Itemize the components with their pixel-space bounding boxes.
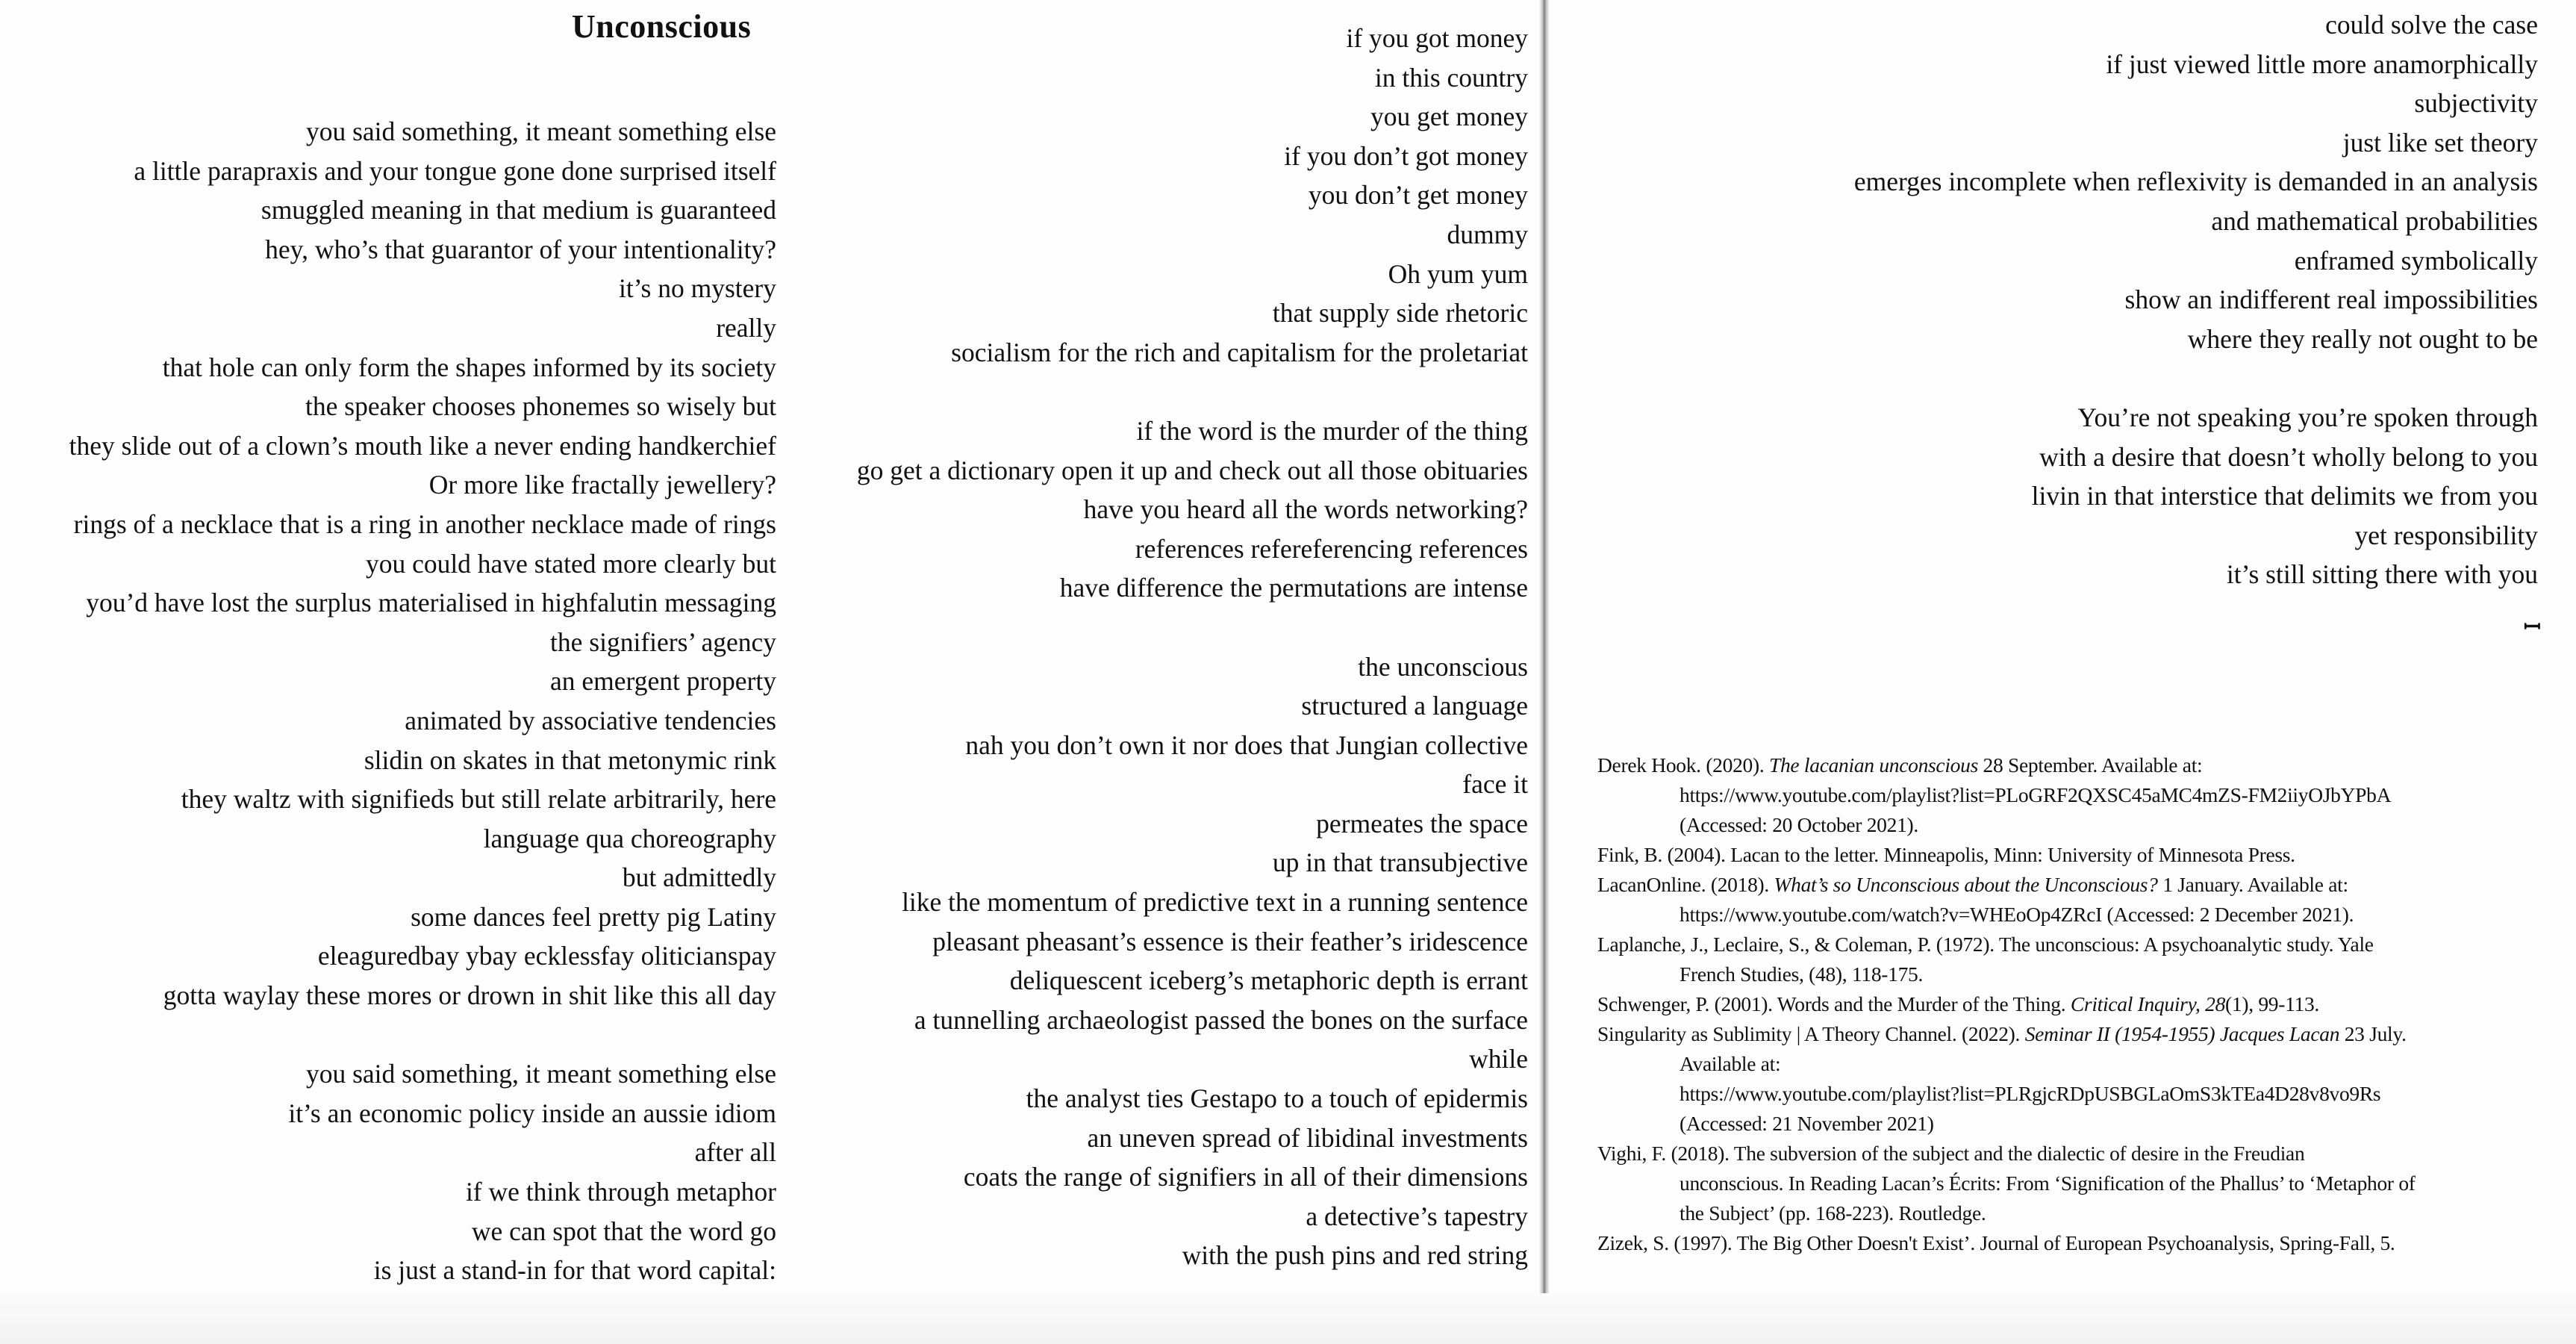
end-mark: ꟷ — [2524, 616, 2541, 639]
poem-line: the speaker chooses phonemes so wisely but — [305, 391, 776, 422]
poem-line: really — [716, 312, 776, 343]
reference-text — [1764, 753, 1769, 777]
poem-line: pleasant pheasant’s essence is their feather’s iridescence — [932, 926, 1528, 956]
reference-continuation-line: French Studies, (48), 118-175. — [1680, 962, 1924, 986]
poem-line: language qua choreography — [483, 823, 776, 853]
poem-line: it’s an economic policy inside an aussie idiom — [288, 1098, 776, 1128]
reference-first-line — [1597, 840, 2560, 870]
reference-entry — [1597, 930, 2560, 989]
poem-line: coats the range of signifiers in all of their dimensions — [963, 1162, 1528, 1192]
poem-line: nah you don’t own it nor does that Jungian collective — [965, 729, 1528, 760]
poem-line: have you heard all the words networking? — [1083, 494, 1528, 525]
poem-line: the analyst ties Gestapo to a touch of epidermis — [1026, 1083, 1528, 1114]
poem-line: subjectivity — [2414, 88, 2538, 119]
reference-continuation-line: unconscious. In Reading Lacan’s Écrits: From ‘Signification of the Phallus’ to ‘Metaphor of — [1680, 1172, 2416, 1195]
reference-text — [1769, 873, 1774, 896]
reference-author: Schwenger, P. (2001). — [1597, 992, 1773, 1015]
reference-first-line — [1597, 870, 2560, 900]
reference-first-line — [1597, 1228, 2560, 1258]
poem-line: eleaguredbay ybay ecklessfay oliticianspay — [317, 941, 776, 971]
poem-line: Oh yum yum — [1388, 258, 1528, 289]
reference-title: The lacanian unconscious — [1768, 753, 1978, 777]
reference-entry — [1597, 870, 2560, 930]
poem-line: is just a stand-in for that word capital: — [373, 1255, 776, 1286]
reference-continuation-line: (Accessed: 21 November 2021) — [1680, 1112, 1934, 1135]
poem-line: smuggled meaning in that medium is guaranteed — [261, 195, 776, 225]
poem-line: a tunnelling archaeologist passed the bones on the surface — [914, 1004, 1528, 1035]
poem-line: it’s still sitting there with you — [2226, 559, 2538, 590]
reference-author: Laplanche, J., Leclaire, S., & Coleman, P. (1972). — [1597, 933, 1995, 956]
reference-entry — [1597, 1019, 2560, 1139]
poem-line: You’re not speaking you’re spoken through — [2077, 402, 2538, 432]
poem-line: where they really not ought to be — [2187, 323, 2538, 354]
reference-entry — [1597, 989, 2560, 1019]
poem-line: yet responsibility — [2354, 520, 2538, 550]
reference-text: The Big Other Doesn't Exist’. Journal of European Psychoanalysis, Spring-Fall, 5. — [1732, 1231, 2395, 1254]
poem-line: an emergent property — [550, 666, 776, 697]
reference-author: Zizek, S. (1997). — [1597, 1231, 1733, 1254]
poem-line: that supply side rhetoric — [1272, 298, 1528, 329]
reference-text: 28 September. Available at: — [1977, 753, 2203, 777]
poem-line: Or more like fractally jewellery? — [428, 470, 776, 500]
poem-line: that hole can only form the shapes informed by its society — [162, 352, 776, 382]
reference-continuation-line: https://www.youtube.com/playlist?list=PLoGRF2QXSC45aMC4mZS-FM2iiyOJbYPbA — [1680, 783, 2392, 806]
poem-right-column — [1549, 5, 2538, 594]
poem-line: have difference the permutations are intense — [1059, 573, 1528, 603]
middle-page — [791, 0, 1549, 1344]
reference-text: (1), 99-113. — [2225, 992, 2320, 1015]
poem-line: if you don’t got money — [1284, 140, 1528, 171]
stanza-break — [857, 372, 1528, 411]
poem-line: dummy — [1447, 219, 1528, 249]
page-gutter — [1539, 0, 1550, 1322]
poem-line: you said something, it meant something else — [305, 1059, 776, 1089]
poem-line: just like set theory — [2342, 127, 2538, 158]
stanza-break — [857, 608, 1528, 647]
reference-text: The subversion of the subject and the dialectic of desire in the Freudian — [1729, 1142, 2305, 1165]
right-page — [1549, 0, 2576, 1344]
reference-title: Seminar II (1954-1955) Jacques Lacan — [2024, 1022, 2340, 1045]
poem-line: show an indifferent real impossibilities — [2124, 284, 2538, 315]
poem-line: like the momentum of predictive text in a running sentence — [902, 887, 1528, 918]
poem-line: enframed symbolically — [2294, 245, 2538, 276]
reference-first-line — [1597, 989, 2560, 1019]
poem-line: a detective’s tapestry — [1306, 1201, 1528, 1231]
reference-text: The unconscious: A psychoanalytic study. Yale — [1994, 933, 2374, 956]
reference-first-line — [1597, 1139, 2560, 1169]
scan-bottom-edge — [0, 1293, 2576, 1344]
reference-first-line — [1597, 930, 2560, 959]
poem-line: while — [1469, 1044, 1528, 1074]
poem-line: we can spot that the word go — [471, 1216, 776, 1246]
poem-line: the unconscious — [1358, 651, 1528, 682]
reference-first-line — [1597, 750, 2560, 780]
reference-author: Derek Hook. (2020). — [1597, 753, 1765, 777]
reference-text: Lacan to the letter. Minneapolis, Minn: University of Minnesota Press. — [1725, 843, 2295, 866]
reference-text — [2020, 1022, 2025, 1045]
poem-left-column — [69, 112, 776, 1290]
poem-line: they slide out of a clown’s mouth like a never ending handkerchief — [69, 430, 776, 461]
reference-author: Singularity as Sublimity | A Theory Channel. (2022). — [1597, 1022, 2021, 1045]
poem-line: hey, who’s that guarantor of your intentionality? — [265, 234, 776, 264]
poem-line: slidin on skates in that metonymic rink — [364, 744, 776, 775]
poem-line: after all — [694, 1137, 776, 1168]
poem-line: rings of a necklace that is a ring in another necklace made of rings — [73, 508, 776, 539]
poem-line: references refereferencing references — [1135, 533, 1528, 564]
reference-text: Words and the Murder of the Thing. — [1772, 992, 2071, 1015]
poem-line: animated by associative tendencies — [405, 705, 776, 735]
poem-line: if the word is the murder of the thing — [1136, 415, 1528, 446]
stanza-break — [1549, 358, 2538, 398]
poem-line: go get a dictionary open it up and check out all those obituaries — [856, 455, 1528, 485]
reference-title: What’s so Unconscious about the Unconscious? — [1774, 873, 2158, 896]
reference-continuation-line: (Accessed: 20 October 2021). — [1680, 813, 1918, 836]
poem-line: you’d have lost the surplus materialised in highfalutin messaging — [86, 588, 776, 618]
poem-line: and mathematical probabilities — [2211, 205, 2538, 236]
reference-author: Fink, B. (2004). — [1597, 843, 1726, 866]
poem-line: gotta waylay these mores or drown in shit like this all day — [163, 980, 776, 1011]
stanza-break — [69, 1015, 776, 1055]
poem-line: permeates the space — [1316, 808, 1528, 839]
poem-line: with a desire that doesn’t wholly belong to you — [2039, 441, 2538, 472]
reference-text: 1 January. Available at: — [2157, 873, 2348, 896]
reference-list — [1597, 750, 2560, 1258]
poem-line: if you got money — [1346, 23, 1528, 53]
poem-line: you don’t get money — [1308, 180, 1528, 211]
reference-continuation-line: https://www.youtube.com/watch?v=WHEoOp4ZRcI (Accessed: 2 December 2021). — [1680, 903, 2354, 926]
poem-line: it’s no mystery — [618, 273, 776, 304]
reference-first-line — [1597, 1019, 2560, 1049]
poem-line: emerges incomplete when reflexivity is demanded in an analysis — [1853, 167, 2538, 197]
reference-continuation-line: the Subject’ (pp. 168-223). Routledge. — [1680, 1201, 1986, 1225]
reference-continuation-line: https://www.youtube.com/playlist?list=PLRgjcRDpUSBGLaOmS3kTEa4D28v8vo9Rs — [1680, 1082, 2381, 1105]
poem-line: if just viewed little more anamorphically — [2106, 49, 2538, 79]
poem-line: face it — [1462, 769, 1528, 800]
poem-line: a little parapraxis and your tongue gone done surprised itself — [134, 155, 776, 186]
poem-line: the signifiers’ agency — [550, 626, 776, 657]
poem-line: but admittedly — [622, 862, 776, 893]
reference-entry — [1597, 840, 2560, 870]
reference-author: LacanOnline. (2018). — [1597, 873, 1769, 896]
poem-line: some dances feel pretty pig Latiny — [411, 901, 776, 932]
poem-line: livin in that interstice that delimits we from you — [2031, 481, 2538, 511]
poem-line: if we think through metaphor — [465, 1177, 776, 1207]
poem-title: Unconscious — [572, 8, 752, 45]
left-page — [0, 0, 791, 1344]
poem-line: could solve the case — [2325, 10, 2538, 40]
reference-entry — [1597, 1139, 2560, 1228]
reference-entry — [1597, 750, 2560, 840]
reference-continuation-line: Available at: — [1680, 1052, 1781, 1075]
poem-line: an uneven spread of libidinal investments — [1087, 1122, 1528, 1153]
poem-line: with the push pins and red string — [1182, 1240, 1528, 1271]
poem-line: structured a language — [1301, 691, 1528, 721]
reference-entry — [1597, 1228, 2560, 1258]
poem-line: you said something, it meant something else — [305, 116, 776, 146]
poem-middle-column — [857, 19, 1528, 1275]
reference-title: Critical Inquiry, 28 — [2070, 992, 2226, 1015]
reference-text: 23 July. — [2339, 1022, 2407, 1045]
poem-line: they waltz with signifieds but still relate arbitrarily, here — [181, 784, 776, 815]
poem-line: socialism for the rich and capitalism for the proletariat — [951, 337, 1528, 367]
poem-line: you could have stated more clearly but — [365, 548, 776, 579]
poem-line: up in that transubjective — [1272, 847, 1528, 878]
poem-line: you get money — [1370, 102, 1528, 132]
poem-line: in this country — [1374, 62, 1528, 93]
reference-author: Vighi, F. (2018). — [1597, 1142, 1730, 1165]
poem-line: deliquescent iceberg’s metaphoric depth is errant — [1009, 965, 1528, 996]
